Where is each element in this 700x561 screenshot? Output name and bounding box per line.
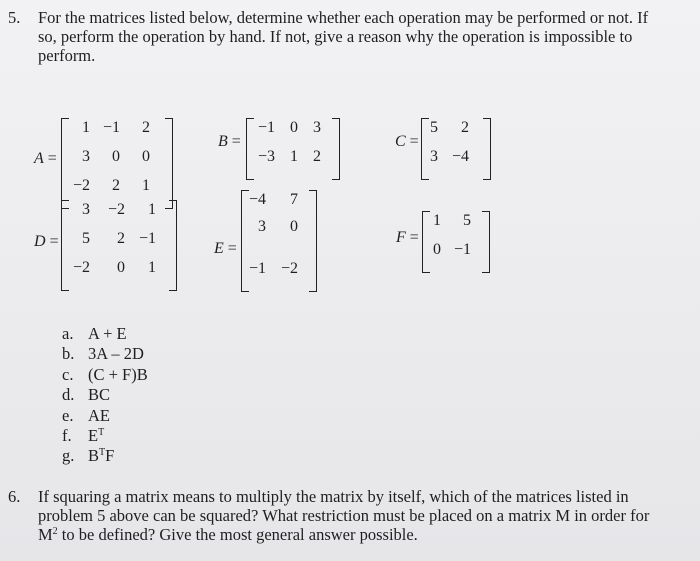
matrix-cell: 0 xyxy=(112,148,120,165)
problem-5 xyxy=(8,8,698,70)
right-bracket xyxy=(165,118,173,209)
problem-5-line-2: so, perform the operation by hand. If not, give a reason why the operation is impossible to xyxy=(38,27,633,46)
matrix-cell: 5 xyxy=(463,212,471,229)
operation-expression: BC xyxy=(88,385,111,405)
operation-label: c. xyxy=(62,364,74,384)
operation-label: e. xyxy=(62,405,74,425)
matrix-cell: 3 xyxy=(258,218,266,235)
operation-tail: F xyxy=(105,446,115,466)
matrix-name: E = xyxy=(214,240,237,257)
matrix-cell: 1 xyxy=(142,177,150,194)
matrix-cell: 3 xyxy=(82,201,90,218)
matrix-cell: 1 xyxy=(148,201,156,218)
matrix-name: B = xyxy=(218,133,241,150)
matrix-cell: 1 xyxy=(148,259,156,276)
matrix-cell: −1 xyxy=(257,119,275,136)
matrix-cell: −1 xyxy=(248,260,266,277)
left-bracket xyxy=(61,200,69,291)
matrix-cell: −4 xyxy=(451,148,469,165)
operation-expression: A + E xyxy=(88,324,127,343)
right-bracket xyxy=(483,118,491,180)
matrix-cell: −2 xyxy=(107,201,125,218)
matrix-cell: 3 xyxy=(313,119,321,136)
transpose-superscript: T xyxy=(98,426,105,438)
matrix-cell: 5 xyxy=(430,119,438,136)
left-bracket xyxy=(246,118,254,180)
matrix-cell: −2 xyxy=(72,177,90,194)
matrix-cell: 0 xyxy=(117,259,125,276)
operation-base: B xyxy=(88,446,100,466)
left-bracket xyxy=(61,118,69,209)
problem-6-line-3 xyxy=(38,525,649,544)
matrix-cell: 2 xyxy=(461,119,469,136)
problem-5-text xyxy=(38,8,648,65)
matrix-name: D = xyxy=(34,233,59,250)
matrix-m: M xyxy=(38,525,53,544)
matrix-cell: 0 xyxy=(290,218,298,235)
operation-label: d. xyxy=(62,385,75,405)
operation-expression: 3A – 2D xyxy=(88,344,144,364)
right-bracket xyxy=(482,211,490,273)
problem-6-number: 6. xyxy=(8,487,21,506)
matrix-cell: −1 xyxy=(453,241,471,258)
matrix-name: F = xyxy=(396,229,419,246)
matrix-cell: 3 xyxy=(430,148,438,165)
matrix-cell: 5 xyxy=(82,230,90,247)
problem-5-line-1: For the matrices listed below, determine whether each operation may be performed or not. If xyxy=(38,8,649,27)
matrix-name: A = xyxy=(34,150,57,167)
matrix-cell: −1 xyxy=(102,119,120,136)
problem-6-line-1: If squaring a matrix means to multiply the matrix by itself, which of the matrices listed in xyxy=(38,487,629,506)
matrix-cell: 0 xyxy=(290,119,298,136)
matrix-cell: 3 xyxy=(82,148,90,165)
matrix-cell: 1 xyxy=(290,148,298,165)
problem-5-line-3: perform. xyxy=(38,46,96,65)
problem-6-line-2: problem 5 above can be squared? What restriction must be placed on a matrix M in order for xyxy=(38,506,650,525)
operation-expression: AE xyxy=(88,405,110,425)
matrix-cell: −4 xyxy=(248,191,266,208)
operation-expression: (C + F)B xyxy=(88,364,148,384)
operation-expression xyxy=(88,426,104,446)
problem-6 xyxy=(8,487,698,551)
problem-6-text xyxy=(38,487,649,544)
matrix-cell: 0 xyxy=(433,241,441,258)
matrix-cell: −1 xyxy=(138,230,156,247)
operation-label: a. xyxy=(62,324,74,343)
matrix-cell: 1 xyxy=(82,119,90,136)
operation-label: g. xyxy=(62,446,75,466)
matrix-cell: 2 xyxy=(117,230,125,247)
matrix-cell: −2 xyxy=(280,260,298,277)
right-bracket xyxy=(332,118,340,180)
operation-expression xyxy=(88,446,114,466)
matrix-cell: −3 xyxy=(257,148,275,165)
matrix-cell: 2 xyxy=(313,148,321,165)
matrix-name: C = xyxy=(395,133,419,150)
matrix-cell: 7 xyxy=(290,191,298,208)
matrix-cell: −2 xyxy=(72,259,90,276)
right-bracket xyxy=(309,190,317,292)
transpose-superscript: T xyxy=(99,447,106,459)
right-bracket xyxy=(169,200,177,291)
operation-label: f. xyxy=(62,425,72,445)
matrix-cell: 2 xyxy=(112,177,120,194)
matrix-cell: 0 xyxy=(142,148,150,165)
operation-label: b. xyxy=(62,344,75,364)
matrix-cell: 2 xyxy=(142,119,150,136)
problem-6-line-3-rest: to be defined? Give the most general answer possible. xyxy=(61,525,418,544)
problem-5-number: 5. xyxy=(8,8,21,27)
matrix-cell: 1 xyxy=(433,212,441,229)
operation-base: E xyxy=(88,425,99,445)
square-superscript: 2 xyxy=(52,526,58,537)
